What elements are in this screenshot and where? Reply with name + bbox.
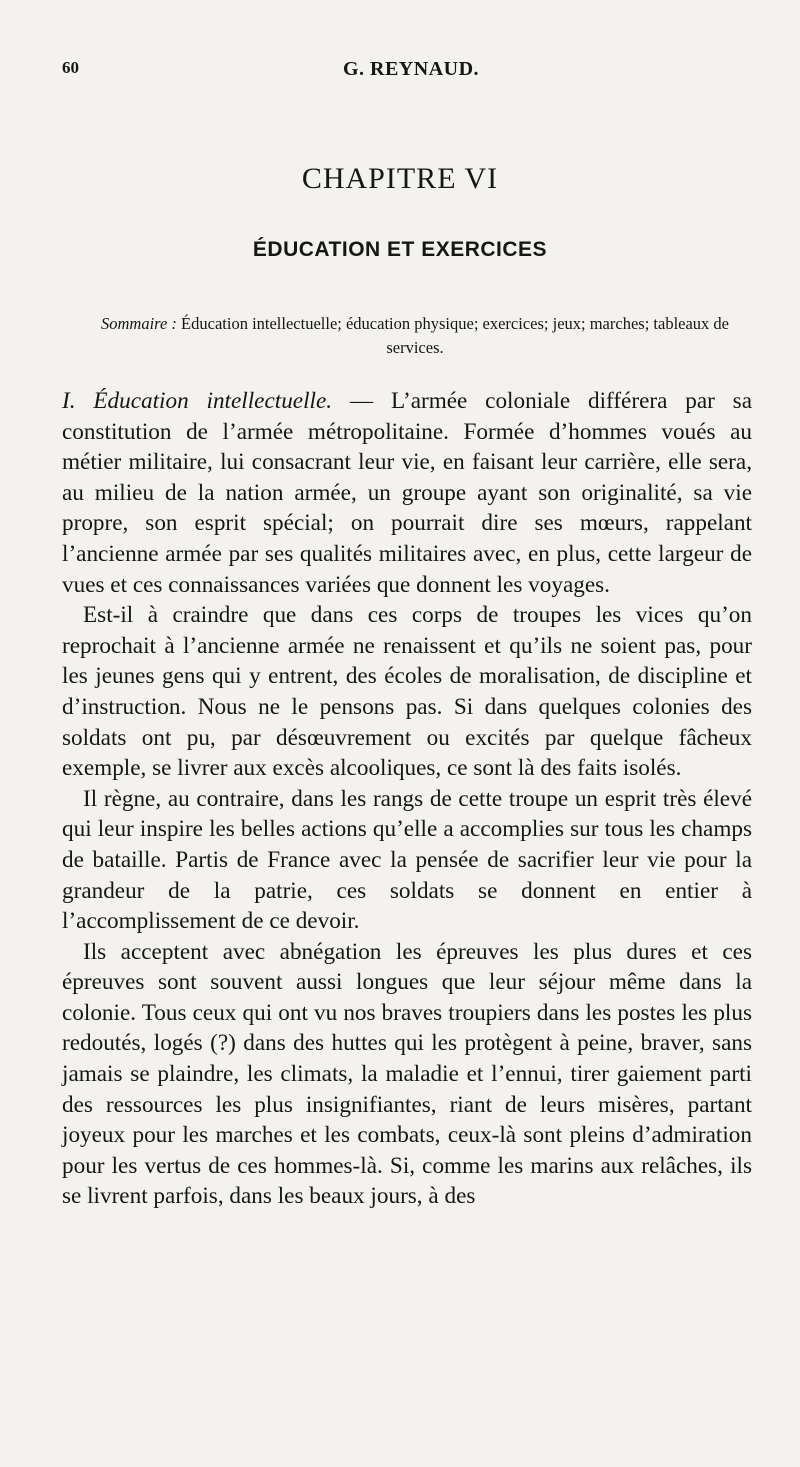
summary-text: Éducation intellectuelle; éducation physique; exercices; jeux; marches; tableaux de services. (181, 314, 729, 357)
chapter-summary (100, 312, 730, 360)
page-number: 60 (62, 58, 79, 77)
section-heading-intellectual-education: I. Éducation intellectuelle. (62, 388, 333, 414)
paragraph-1-text: — L’armée coloniale différera par sa constitution de l’armée métropolitaine. Formée d’hommes voués au métier militaire, lui consacrant leur vie, en faisant leur carrière, elle sera, au milieu de la nation armée, un groupe ayant son originalité, sa vie propre, son esprit spécial; on pourrait dire ses mœurs, rappelant l’ancienne armée par ses qualités militaires avec, en plus, cette largeur de vues et ces connaissances variées que donnent les voyages. (62, 388, 752, 598)
paragraph-1 (62, 386, 752, 600)
paragraph-3: Il règne, au contraire, dans les rangs de cette troupe un esprit très élevé qui leur inspire les belles actions qu’elle a accomplies sur tous les champs de bataille. Partis de France avec la pensée de sacrifier leur vie pour la grandeur de la patrie, ces soldats se donnent en entier à l’accomplissement de ce devoir. (62, 785, 752, 935)
running-head (62, 58, 760, 88)
section-title: ÉDUCATION ET EXERCICES (252, 238, 548, 261)
summary-label: Sommaire : (101, 314, 177, 333)
paragraph-2: Est-il à craindre que dans ces corps de troupes les vices qu’on reprochait à l’ancienne armée ne renaissent et qu’ils ne soient pas, pour les jeunes gens qui y entrent, des écoles de moralisation, de discipline et d’instruction. Nous ne le pensons pas. Si dans quelques colonies des soldats ont pu, par désœuvrement ou excités par quelque fâcheux exemple, se livrer aux excès alcooliques, ce sont là des faits isolés. (62, 602, 752, 782)
body-text (62, 386, 752, 1212)
chapter-title: CHAPITRE VI (301, 162, 499, 195)
paragraph-4: Ils acceptent avec abnégation les épreuves les plus dures et ces épreuves sont souvent aussi longues que leur séjour même dans la colonie. Tous ceux qui ont vu nos braves troupiers dans les postes les plus redoutés, logés (?) dans des huttes qui les protègent à peine, braver, sans jamais se plaindre, les climats, la maladie et l’ennui, tirer gaiement parti des ressources les plus insignifiantes, riant de leurs misères, partant joyeux pour les marches et les combats, ceux-là sont pleins d’admiration pour les vertus de ces hommes-là. Si, comme les marins aux relâches, ils se livrent parfois, dans les beaux jours, à des (62, 938, 752, 1210)
running-head-author: G. REYNAUD. (342, 58, 480, 80)
